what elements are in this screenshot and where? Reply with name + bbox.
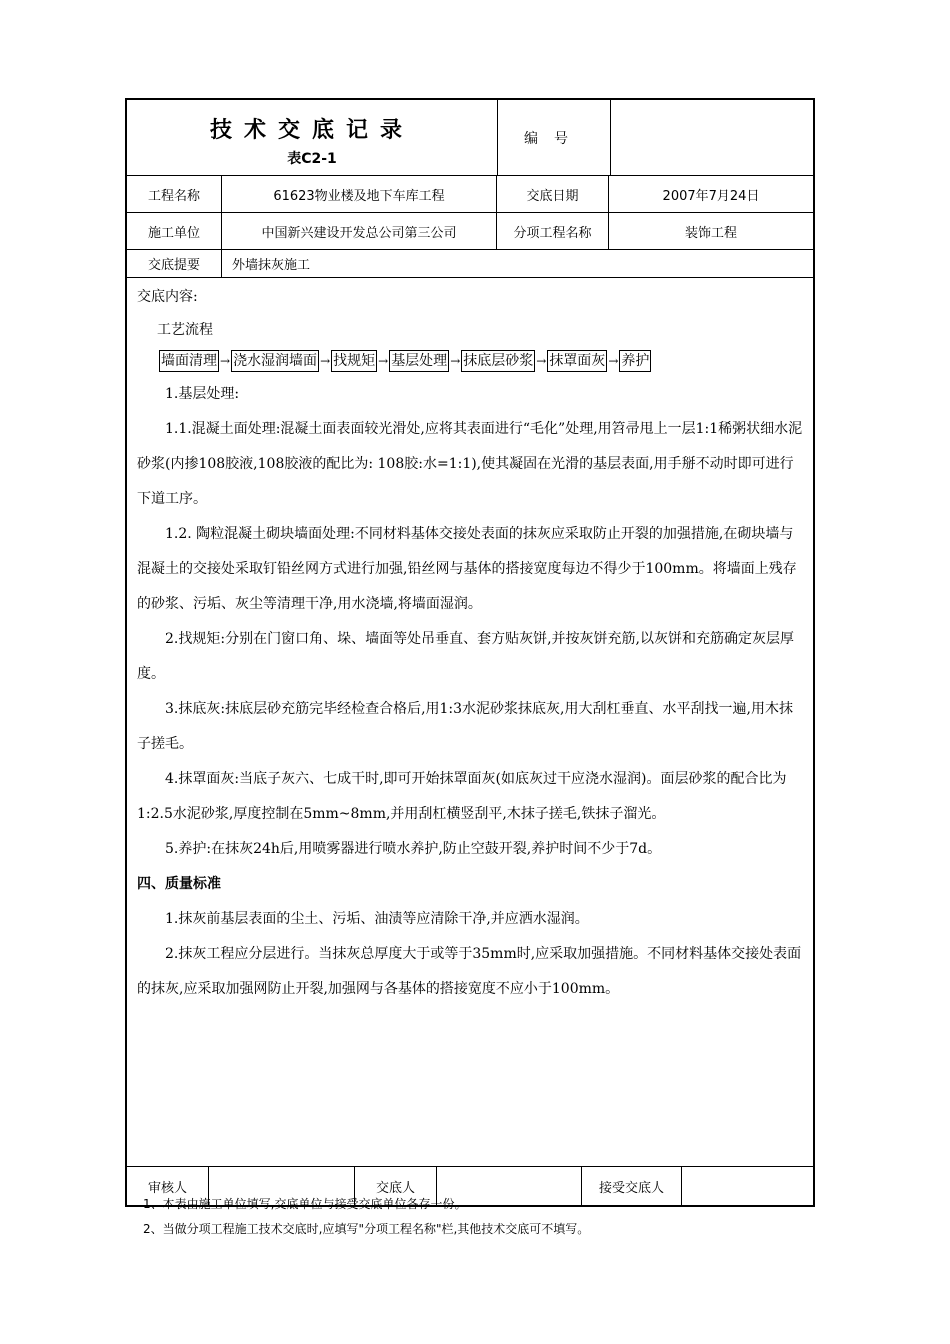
disclosure-content <box>127 278 813 1167</box>
number-value[interactable] <box>611 100 813 175</box>
quality-item-1: 1.抹灰前基层表面的尘土、污垢、油渍等应清除干净,并应洒水湿润。 <box>165 911 589 927</box>
flow-step: 抹罩面灰 <box>547 350 607 372</box>
flow-step: 养护 <box>619 350 651 372</box>
paragraph-finish-coat: 4.抹罩面灰:当底子灰六、七成干时,即可开始抹罩面灰(如底灰过干应浇水湿润)。面层砂浆的配合比为1:2.5水泥砂浆,厚度控制在5mm~8mm,并用刮杠横竖刮平,木抹子搓毛,铁抹子溜光。 <box>137 771 787 822</box>
number-label: 编号 <box>498 100 611 175</box>
info-row-1 <box>127 176 813 213</box>
reviewer-label: 审核人 <box>127 1167 209 1205</box>
form-title: 技术交底记录 <box>209 118 414 143</box>
flow-arrow-icon: → <box>220 354 231 368</box>
unit-label: 施工单位 <box>127 213 222 249</box>
flow-step: 浇水湿润墙面 <box>231 350 319 372</box>
sub-project-value[interactable]: 装饰工程 <box>684 225 737 241</box>
unit-value[interactable]: 中国新兴建设开发总公司第三公司 <box>222 213 497 249</box>
paragraph-block-treatment: 1.2. 陶粒混凝土砌块墙面处理:不同材料基体交接处表面的抹灰应采取防止开裂的加强措施,在砌块墙与混凝土的交接处采取钉铅丝网方式进行加强,铅丝网与基体的搭接宽度每边不得少于100mm。将墙面上残存的砂浆、污垢、灰尘等清理干净,用水浇墙,将墙面湿润。 <box>137 526 797 612</box>
footnote-1: 1、本表由施工单位填写,交底单位与接受交底单位各存一份。 <box>143 1197 467 1211</box>
flow-arrow-icon: → <box>536 354 547 368</box>
form-header <box>127 100 813 176</box>
date-label: 交底日期 <box>497 176 609 212</box>
flow-arrow-icon: → <box>378 354 389 368</box>
paragraph-base-treatment: 1.基层处理: <box>165 386 240 402</box>
process-title: 工艺流程 <box>157 322 213 338</box>
paragraph-curing: 5.养护:在抹灰24h后,用喷雾器进行喷水养护,防止空鼓开裂,养护时间不少于7d。 <box>165 841 662 857</box>
disclosure-form <box>125 98 815 1207</box>
flow-step: 找规矩 <box>331 350 377 372</box>
footnotes <box>143 1192 589 1242</box>
discloser-label: 交底人 <box>355 1167 437 1205</box>
project-name-value[interactable]: 61623物业楼及地下车库工程 <box>222 176 497 212</box>
flow-arrow-icon: → <box>608 354 619 368</box>
flow-step: 基层处理 <box>389 350 449 372</box>
paragraph-leveling: 2.找规矩:分别在门窗口角、垛、墙面等处吊垂直、套方贴灰饼,并按灰饼充筋,以灰饼和充筋确定灰层厚度。 <box>137 631 794 682</box>
summary-value[interactable]: 外墙抹灰施工 <box>232 258 311 273</box>
receiver-label: 接受交底人 <box>582 1167 682 1205</box>
summary-label: 交底提要 <box>127 250 222 277</box>
flow-step: 墙面清理 <box>159 350 219 372</box>
flow-step: 抹底层砂浆 <box>461 350 535 372</box>
flow-arrow-icon: → <box>320 354 331 368</box>
footnote-2: 2、当做分项工程施工技术交底时,应填写"分项工程名称"栏,其他技术交底可不填写。 <box>143 1222 590 1236</box>
form-number: 表C2-1 <box>287 151 337 167</box>
info-row-3 <box>127 250 813 278</box>
paragraph-base-coat: 3.抹底灰:抹底层砂充筋完毕经检查合格后,用1:3水泥砂浆抹底灰,用大刮杠垂直、水平刮找一遍,用木抹子搓毛。 <box>137 701 793 752</box>
quality-item-2: 2.抹灰工程应分层进行。当抹灰总厚度大于或等于35mm时,应采取加强措施。不同材料基体交接处表面的抹灰,应采取加强网防止开裂,加强网与各基体的搭接宽度不应小于100mm。 <box>137 946 802 997</box>
quality-heading: 四、质量标准 <box>137 876 221 892</box>
sub-project-label: 分项工程名称 <box>497 213 609 249</box>
content-heading: 交底内容: <box>137 289 198 305</box>
info-row-2 <box>127 213 813 250</box>
date-value[interactable]: 2007年7月24日 <box>662 188 760 204</box>
flow-arrow-icon: → <box>450 354 461 368</box>
project-name-label: 工程名称 <box>127 176 222 212</box>
process-flow <box>137 345 803 377</box>
title-cell <box>127 100 498 175</box>
receiver-field[interactable] <box>682 1167 813 1205</box>
paragraph-concrete-treatment: 1.1.混凝土面处理:混凝土面表面较光滑处,应将其表面进行“毛化”处理,用笤帚甩上一层1:1稀粥状细水泥砂浆(内掺108胶液,108胶液的配比为: 108胶:水=1:1),使其凝固在光滑的基层表面,用手掰不动时即可进行下道工序。 <box>137 421 803 507</box>
